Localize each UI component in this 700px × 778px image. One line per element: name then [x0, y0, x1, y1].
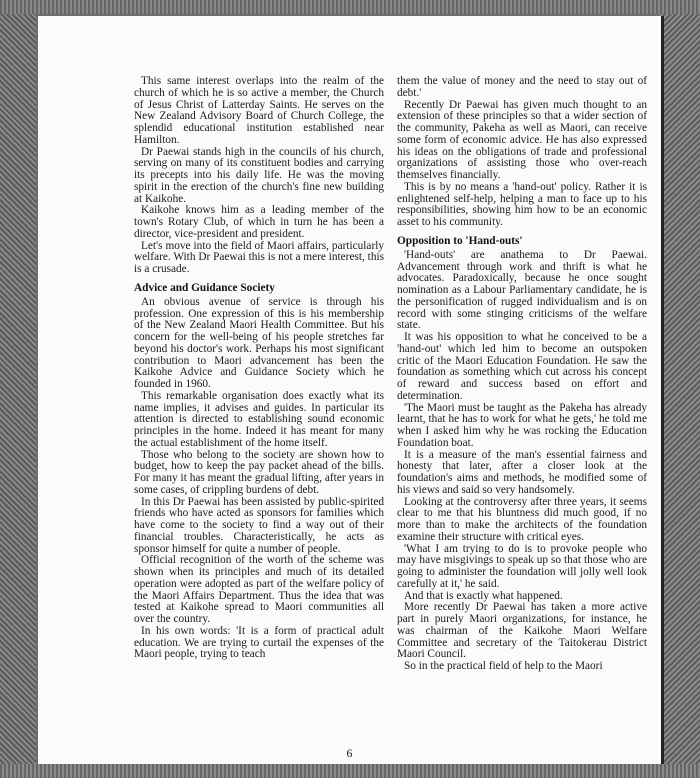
paragraph: This remarkable organisation does exactly what its name implies, it advises and guides. In particular its attention is directed to establishing sound economic principles in the home. Indeed it has meant for many the actual establishment of the home itself.	[134, 389, 384, 449]
page-number: 6	[346, 746, 353, 760]
paragraph: More recently Dr Paewai has taken a more active part in purely Maori organizations, for instance, he was chairman of the Kaikohe Maori Welfare Committee and secretary of the Taitokerau District Maori Council.	[397, 601, 647, 661]
paragraph: Kaikohe knows him as a leading member of the town's Rotary Club, of which in turn he has been a director, vice-president and president.	[134, 204, 384, 240]
scan-border-left	[0, 0, 36, 778]
paragraph: An obvious avenue of service is through his profession. One expression of this is his membership of the New Zealand Maori Health Committee. But his concern for the well-being of his people stretches far beyond his doctor's work. Perhaps his most significant contribution to Maori advancement has been the Kaikohe Advice and Guidance Society which he founded in 1960.	[134, 295, 384, 390]
paragraph: Those who belong to the society are shown how to budget, how to keep the pay packet ahead of the bills. For many it has meant the gradual lifting, after years in some cases, of crippling burdens of debt.	[134, 448, 384, 496]
paragraph: them the value of money and the need to stay out of debt.'	[397, 75, 647, 99]
scan-border-top	[0, 0, 700, 14]
paragraph: And that is exactly what happened.	[404, 589, 563, 602]
paragraph: Recently Dr Paewai has given much thought to an extension of these principles so that a wider section of the community, Pakeha as well as Maori, can receive some form of economic advice. He has also expressed his ideas on the obligations of trade and professional organizations of assisting those who over-reach themselves financially.	[397, 98, 647, 181]
paragraph: This is by no means a 'hand-out' policy. Rather it is enlightened self-help, helping a man to face up to his responsibilities, showing him how to be an economic asset to his community.	[397, 180, 647, 228]
paragraph: 'What I am trying to do is to provoke people who may have misgivings to speak up so that those who are going to administer the foundation will jolly well look carefully at it,' he said.	[397, 542, 647, 590]
paragraph: Let's move into the field of Maori affairs, particularly welfare. With Dr Paewai this is not a mere interest, this is a crusade.	[134, 239, 384, 275]
paragraph: In his own words: 'It is a form of practical adult education. We are trying to curtail the expenses of the Maori people, trying to teach	[134, 624, 384, 661]
paragraph: Official recognition of the worth of the scheme was shown when its principles and much of its detailed operation were adopted as part of the welfare policy of the Maori Affairs Department. Thus the idea that was tested at Kaikohe spread to Maori communities all over the country.	[134, 554, 384, 625]
scan-border-bottom	[0, 764, 700, 778]
paragraph: This same interest overlaps into the realm of the church of which he is so active a member, the Church of Jesus Christ of Latterday Saints. He serves on the New Zealand Advisory Board of Church College, the splendid educational institution established near Hamilton.	[134, 75, 384, 146]
right-column	[397, 76, 647, 673]
paragraph: 'Hand-outs' are anathema to Dr Paewai. Advancement through work and thrift is what he advocates. Paradoxically, because he once sought nomination as a Labour Parliamentary candidate, he is the personification of rugged individualism and is on record with some stinging criticisms of the welfare state.	[397, 248, 647, 332]
paragraph: In this Dr Paewai has been assisted by public-spirited friends who have acted as sponsors for families which have come to the society to find a way out of their financial troubles. Characteristically, he acts as sponsor himself for quite a number of people.	[134, 495, 384, 555]
paragraph: So in the practical field of help to the Maori	[404, 660, 603, 672]
section-heading: Opposition to 'Hand-outs'	[397, 234, 523, 247]
document-page	[38, 16, 664, 764]
scan-border-right	[660, 0, 700, 778]
paragraph: It is a measure of the man's essential fairness and honesty that later, after a closer look at the foundation's aims and methods, he modified some of his views and said so very handsomely.	[397, 448, 647, 496]
paragraph: Looking at the controversy after three years, it seems clear to me that his bluntness did much good, if no more than to make the architects of the foundation examine their structure with critical eyes.	[397, 495, 647, 543]
text-columns	[134, 76, 647, 673]
paragraph: Dr Paewai stands high in the councils of his church, serving on many of its constituent bodies and carrying its precepts into his daily life. He was the moving spirit in the erection of the church's fine new building at Kaikohe.	[134, 145, 384, 205]
section-heading: Advice and Guidance Society	[134, 281, 275, 294]
left-column	[134, 76, 384, 673]
paragraph: 'The Maori must be taught as the Pakeha has already learnt, that he has to work for what he gets,' he told me when I asked him why he was rocking the Education Foundation boat.	[397, 401, 647, 449]
paragraph: It was his opposition to what he conceived to be a 'hand-out' which led him to become an outspoken critic of the Maori Education Foundation. He saw the foundation as something which cut across his concept of reward and success based on effort and determination.	[397, 331, 647, 402]
